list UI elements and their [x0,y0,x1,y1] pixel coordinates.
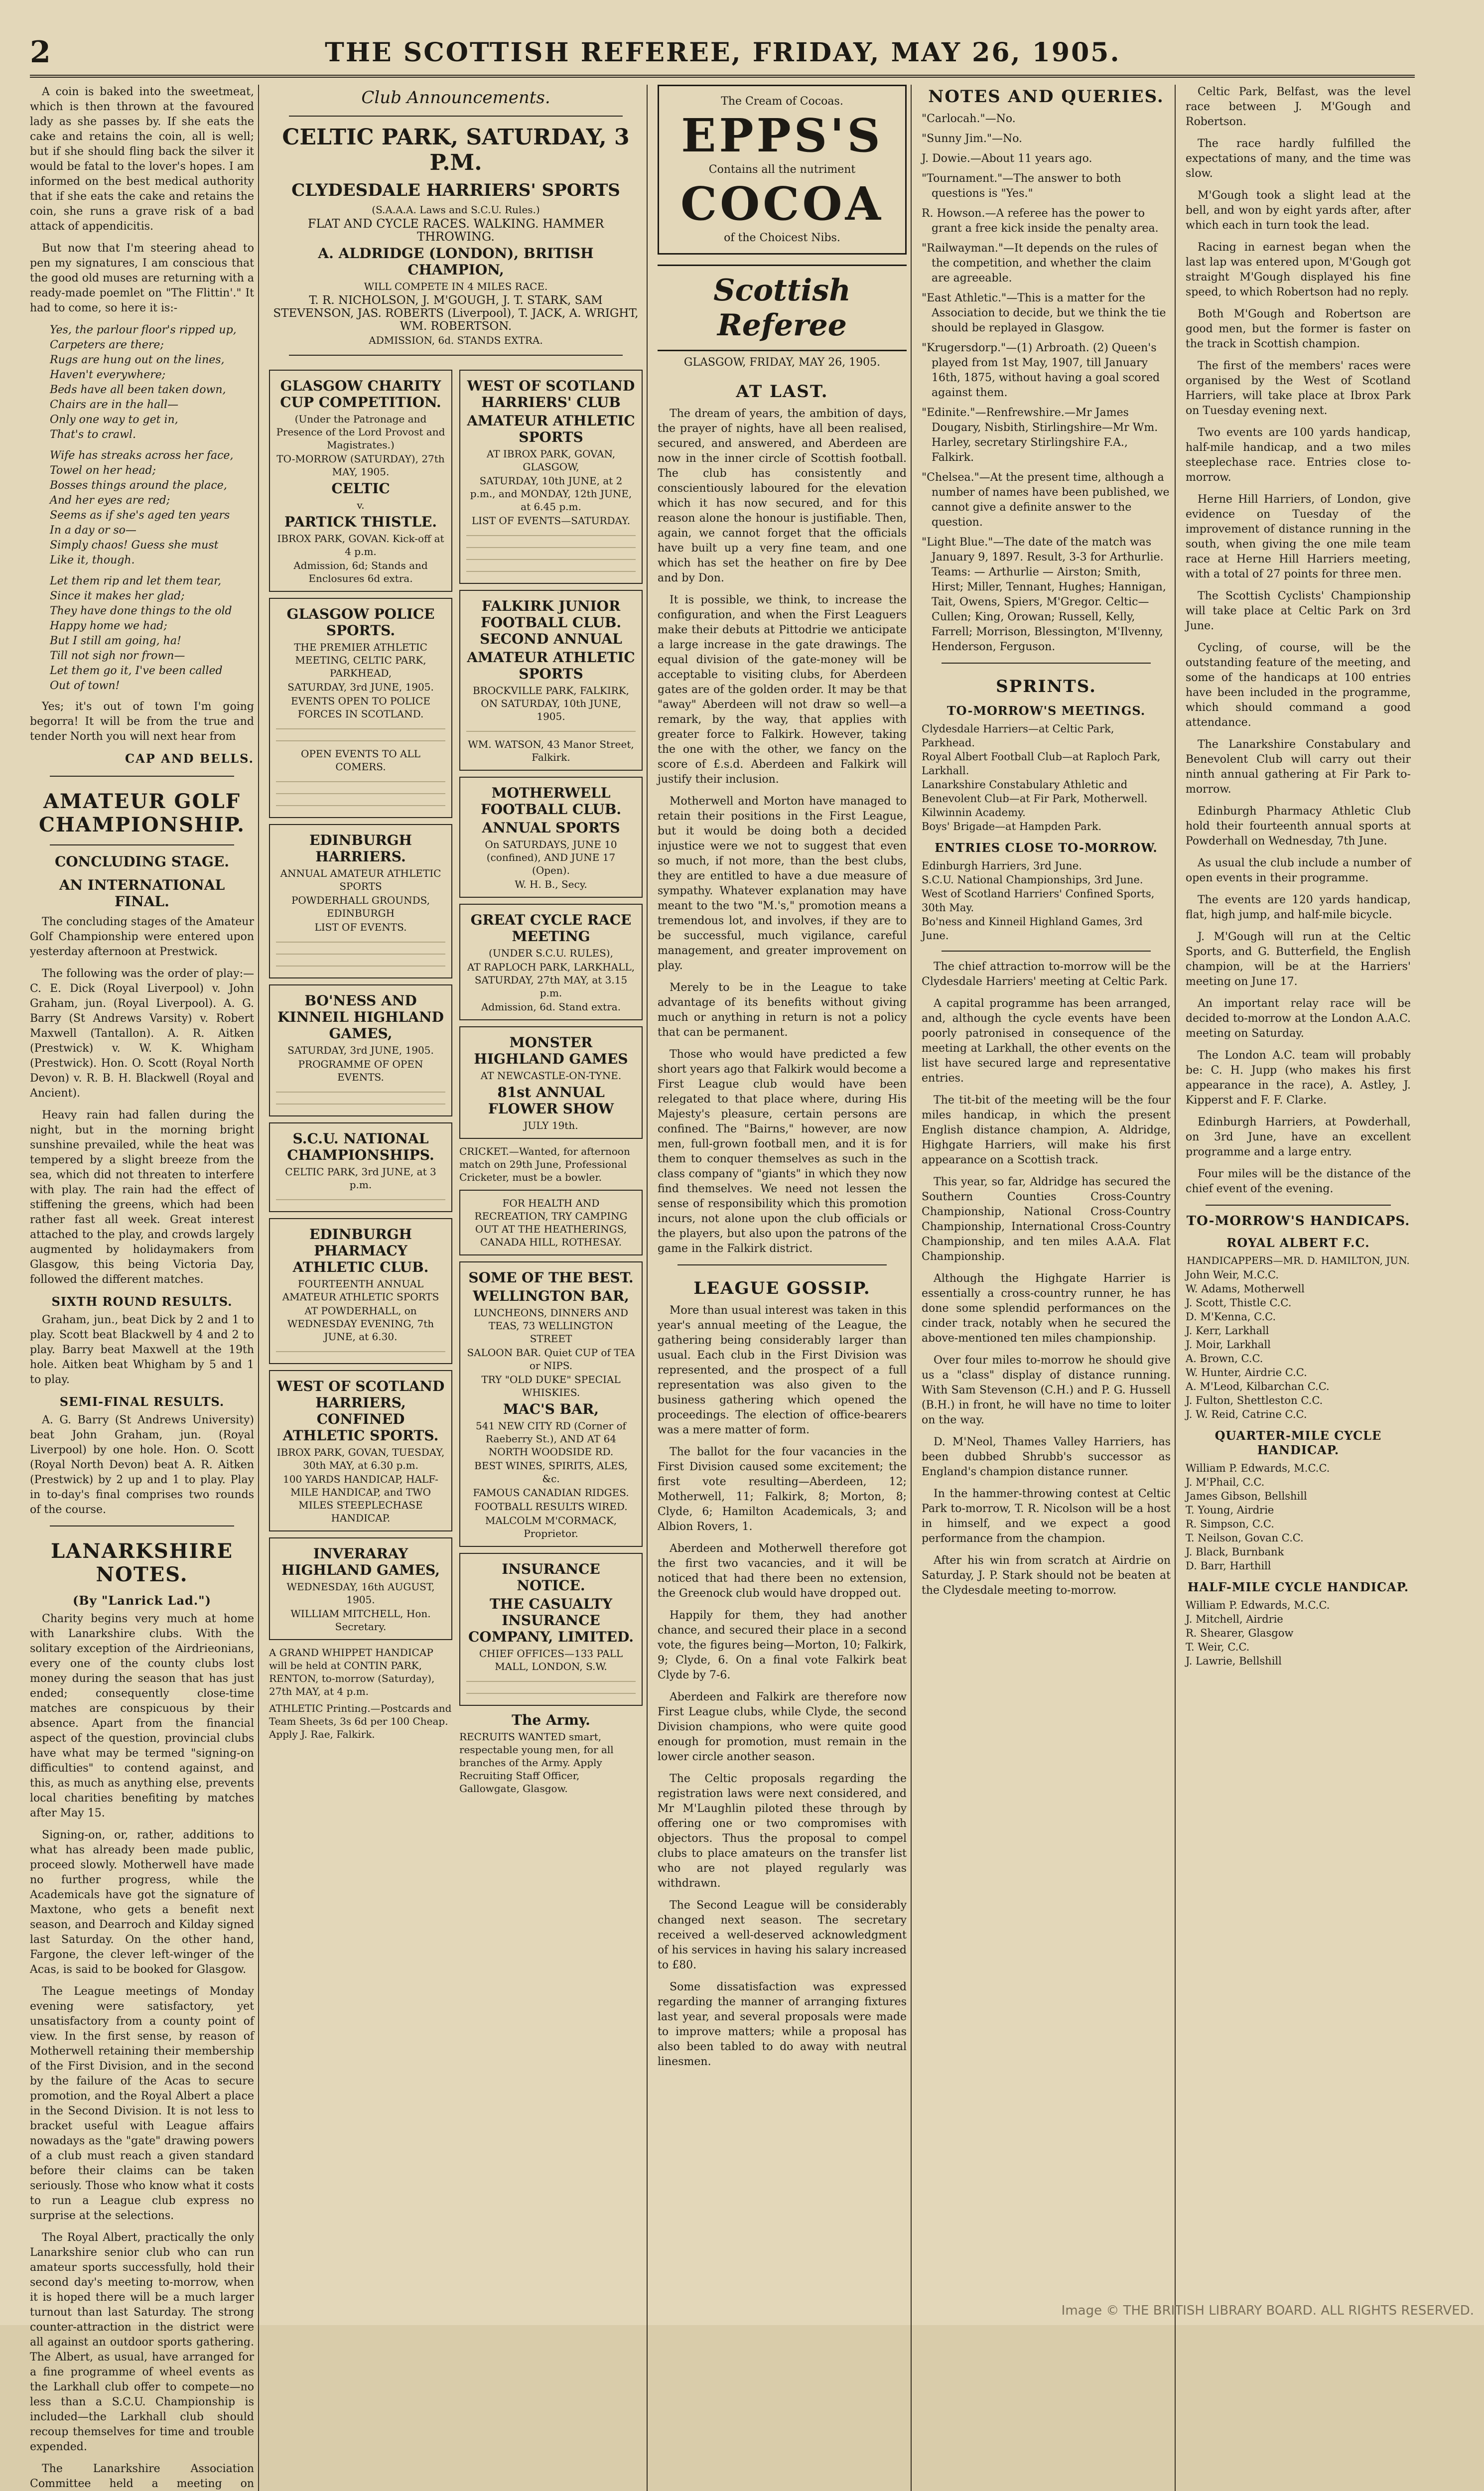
meetings-heading: TO-MORROW'S MEETINGS. [946,703,1146,718]
ad-title: CLYDESDALE HARRIERS' SPORTS [291,180,620,200]
poem-verse: Wife has streaks across her face, Towel on her head; Bosses things around the place, And her eyes are red; Seems as if she's aged ten years In a day or so— Simply chaos! Guess she must Like it, though. [50,449,234,566]
article-paragraph: In the hammer-throwing contest at Celtic Park to-morrow, T. R. Nicolson will be a host in himself, and we expect a good performance from the champion. [922,1488,1171,1545]
ad-line: FLAT AND CYCLE RACES. WALKING. HAMMER THROWING. [307,217,604,244]
handicaps-club: ROYAL ALBERT F.C. [1226,1236,1370,1250]
ad-text-lines [466,1688,636,1697]
article-paragraph: This year, so far, Aldridge has secured the Southern Counties Cross-Country Championship, National Cross-Country Championship, International Cross-Country Championship, and ten miles A.A.A. Flat Championship. [922,1176,1171,1263]
handicap-entry: R. Shearer, Glasgow [1186,1627,1294,1639]
article-paragraph: The Scottish Cyclists' Championship will take place at Celtic Park on 3rd June. [1186,590,1411,632]
epps-cocoa-ad [658,85,907,255]
ad-wos-harriers [459,370,643,584]
ad-charity-cup [269,370,452,592]
query-answer: "Tournament."—The answer to both questions is "Yes." [922,172,1121,200]
article-paragraph: It is possible, we think, to increase the configuration, and when the First Leaguers make their debuts at Pittodrie we anticipate a large increase in the gate drawings. The equal division of the gate-money will be acceptable to visiting clubs, for Aberdeen gates are of the golden order. It may be that "away" Aberdeen will not draw so well—a remark, by the way, that applies with greater force to Falkirk. However, taking the one with the other, we fancy on the score of £.s.d. Aberdeen and Falkirk will justify their inclusion. [658,594,907,786]
golf-subheading: AN INTERNATIONAL FINAL. [59,877,225,910]
announcement-grid [269,364,643,1796]
article-paragraph: The tit-bit of the meeting will be the four miles handicap, in which the present English distance champion, A. Aldridge, Highgate Harriers, will make his first appearance on a Scottish track. [922,1094,1171,1166]
ad-wos-confined [269,1370,452,1531]
dateline: GLASGOW, FRIDAY, MAY 26, 1905. [683,356,881,369]
ad-line: CELTIC PARK, 3rd JUNE, at 3 p.m. [285,1166,436,1191]
ad-line: MALCOLM M'CORMACK, Proprietor. [485,1515,617,1539]
article-paragraph: Merely to be in the League to take advantage of its benefits without giving much or anything in return is not a policy that can be permanent. [658,981,907,1039]
divider [289,355,623,356]
event-list-lines [276,776,445,785]
ad-team: PARTICK THISTLE. [284,514,437,530]
ad-title: A. ALDRIDGE (LONDON), BRITISH CHAMPION, [318,245,594,278]
article-paragraph: Herne Hill Harriers, of London, give evidence on Tuesday of the improvement of distance running in the south, when giving the one mile team race at Herne Hill Harriers meeting, with a total of 27 points for three men. [1186,493,1411,580]
ad-team: CELTIC [331,480,390,497]
article-paragraph: Both M'Gough and Robertson are good men, but the former is faster on the track in Scottish champion. [1186,308,1411,350]
article-paragraph: Happily for them, they had another chance, and secured their place in a second vote, the figures being—Morton, 10; Falkirk, 9; Clyde, 6. On a final vote Falkirk beat Clyde by 7-6. [658,1609,907,1681]
divider [677,1264,887,1265]
article-paragraph: Motherwell and Morton have managed to retain their positions in the First League, but it would be doing both a decided injustice were we not to suggest that even so much, if not more, than the best clubs, they are entitled to have a due measure of sympathy. Whatever explanation may have meant to the two "M.'s," promotion means a tremendous lot, and involves, if they are to be successful, much vigilance, careful management, and greater improvement on play. [658,795,907,972]
article-paragraph: A coin is baked into the sweetmeat, which is then thrown at the favoured lady as she passes by. If she eats the cake and retains the coin, all is well; but if she should fling back the silver it would be fatal to the lover's hopes. I am informed on the best medical authority that if she eats the cake and retains the coin, she runs a grave risk of a bad attack of appendicitis. [30,86,254,233]
ad-cycle-meeting [459,904,643,1020]
ad-title: GREAT CYCLE RACE MEETING [470,912,632,945]
ad-title: MONSTER HIGHLAND GAMES [474,1034,628,1067]
ad-line: TRY "OLD DUKE" SPECIAL WHISKIES. [481,1374,621,1398]
announcement-subcolumn-right [459,364,643,1796]
article-paragraph: Edinburgh Pharmacy Athletic Club hold their fourteenth annual sports at Powderhall on Wednesday, 7th June. [1186,805,1411,847]
entry-item: S.C.U. National Championships, 3rd June. [922,874,1143,886]
ad-pharmacy-sports [269,1218,452,1364]
ad-brand: EPPS'S [681,109,883,162]
ad-line: The Cream of Cocoas. [721,95,843,108]
meeting-item: Clydesdale Harriers—at Celtic Park, Parkhead. [922,723,1114,749]
article-paragraph: Graham, jun., beat Dick by 2 and 1 to play. Scott beat Blackwell by 4 and 2 to play. Barry beat Maxwell at the 19th hole. Aitken beat Whigham by 5 and 1 to play. [30,1314,254,1386]
article-paragraph: A. G. Barry (St Andrews University) beat John Graham, jun. (Royal Liverpool) by one hole. Hon. O. Scott (Royal North Devon) beat A. R. Aitken (Prestwick) by 2 up and 1 to play. Play in to-day's final comprises two rounds of the course. [30,1414,254,1516]
article-paragraph: An important relay race will be decided to-morrow at the London A.A.C. meeting on Saturday. [1186,997,1411,1040]
ad-line: WEDNESDAY, 16th AUGUST, 1905. [286,1581,435,1606]
ad-insurance [459,1553,643,1706]
entries-heading: ENTRIES CLOSE TO-MORROW. [935,840,1158,855]
golf-subheading: CONCLUDING STAGE. [54,853,229,870]
ad-title: GLASGOW POLICE SPORTS. [286,606,435,639]
event-list-lines [276,723,445,732]
ad-inveraray [269,1537,452,1640]
ad-line: (Under the Patronage and Presence of the Lord Provost and Magistrates.) [276,413,445,451]
ad-line: (UNDER S.C.U. RULES), [489,947,613,959]
article-paragraph: Celtic Park, Belfast, was the level race between J. M'Gough and Robertson. [1186,86,1411,128]
golf-heading: AMATEUR GOLF CHAMPIONSHIP. [39,790,245,836]
quarter-list [1186,1461,1411,1573]
ad-line: SATURDAY, 3rd JUNE, 1905. [287,1044,434,1056]
handicap-entry: William P. Edwards, M.C.C. [1186,1462,1330,1474]
ad-line: IBROX PARK, GOVAN, TUESDAY, 30th MAY, at 6.30 p.m. [276,1446,445,1471]
query-answer: "Edinite."—Renfrewshire.—Mr James Dougary, Nisbith, Stirlingshire—Mr Wm. Harley, secretary Stirlingshire F.A., Falkirk. [922,407,1158,464]
masthead-title: THE SCOTTISH REFEREE, FRIDAY, MAY 26, 1905. [325,37,1121,68]
ad-line: FOR HEALTH AND RECREATION, TRY CAMPING OUT AT THE HEATHERINGS, CANADA HILL, ROTHESAY. [474,1197,628,1248]
ad-title: The Army. [512,1712,590,1728]
divider [1206,1205,1391,1206]
column-2 [269,85,648,2491]
article-paragraph: Cycling, of course, will be the outstanding feature of the meeting, and some of the handicaps at 100 entries have been included in the programme, which should command a good attendance. [1186,642,1411,729]
article-paragraph: M'Gough took a slight lead at the bell, and won by eight yards after, after which each in turn took the lead. [1186,189,1411,232]
section-title: Club Announcements. [361,88,550,108]
ad-title: S.C.U. NATIONAL CHAMPIONSHIPS. [287,1130,434,1163]
article-paragraph: Aberdeen and Motherwell therefore got the first two vacancies, and it will be noticed that had there been no extension, the Greenock club would have dropped out. [658,1542,907,1600]
gossip-heading: LEAGUE GOSSIP. [693,1278,871,1298]
ad-title: MOTHERWELL FOOTBALL CLUB. [480,785,622,818]
handicap-entry: A. M'Leod, Kilbarchan C.C. [1186,1381,1330,1392]
ad-line: AT NEWCASTLE-ON-TYNE. [480,1070,622,1082]
divider [942,951,1151,952]
entries-list [922,859,1171,943]
query-answer: "East Athletic."—This is a matter for the Association to decide, but we think the tie should be replayed in Glasgow. [922,292,1166,334]
ad-line: of the Choicest Nibs. [724,232,840,244]
ad-health [459,1190,643,1255]
handicap-entry: J. M'Phail, C.C. [1186,1476,1265,1488]
column-4 [922,85,1176,2491]
event-list-lines [466,530,636,539]
article-paragraph: As usual the club include a number of open events in their programme. [1186,857,1411,884]
query-answer: R. Howson.—A referee has the power to grant a free kick inside the penalty area. [922,207,1159,235]
event-list-lines [276,1346,445,1355]
ad-line: On SATURDAYS, JUNE 10 (confined), AND JUNE 17 (Open). [485,838,617,876]
article-paragraph: Although the Highgate Harrier is essentially a cross-country runner, he has done some splendid performances on the cinder track, notably when he secured the above-mentioned ten miles championship. [922,1272,1171,1345]
ad-police-sports [269,598,452,818]
entry-item: Bo'ness and Kinneil Highland Games, 3rd June. [922,916,1143,942]
ad-title: AMATEUR ATHLETIC SPORTS [467,649,635,682]
handicap-entry: William P. Edwards, M.C.C. [1186,1599,1330,1611]
ad-bars [459,1261,643,1547]
meeting-item: Kilwinnin Academy. [922,807,1026,819]
ad-falkirk-sports [459,590,643,771]
ad-line: AT RAPLOCH PARK, LARKHALL, SATURDAY, 27th MAY, at 3.15 p.m. [467,961,635,999]
ad-line: LUNCHEONS, DINNERS AND TEAS, 73 WELLINGTON STREET [473,1307,629,1345]
meetings-list [922,722,1171,833]
article-paragraph: J. M'Gough will run at the Celtic Sports, and G. Butterfield, the English champion, will be at the Harriers' meeting on June 17. [1186,931,1411,988]
ad-title: SOME OF THE BEST. [468,1269,634,1286]
article-paragraph: The first of the members' races were organised by the West of Scotland Harriers, will take place at Ibrox Park on Tuesday evening next. [1186,360,1411,417]
ad-scu-championships [269,1122,452,1212]
article-paragraph: The race hardly fulfilled the expectations of many, and the time was slow. [1186,138,1411,180]
ad-line: FOURTEENTH ANNUAL AMATEUR ATHLETIC SPORTS [282,1278,439,1303]
ad-text-lines [466,1676,636,1685]
article-paragraph: The events are 120 yards handicap, flat, high jump, and half-mile bicycle. [1186,894,1411,921]
handicap-entry: James Gibson, Bellshill [1186,1490,1307,1502]
byline: (By "Lanrick Lad.") [72,1593,212,1608]
article-paragraph: After his win from scratch at Airdrie on Saturday, J. P. Stark should not be beaten at the Clydesdale meeting to-morrow. [922,1554,1171,1597]
entry-item: West of Scotland Harriers' Confined Sports, 30th May. [922,888,1155,914]
article-paragraph: The Second League will be considerably changed next season. The secretary received a well-deserved acknowledgment of his services in having his salary increased to £80. [658,1899,907,1971]
ad-line: v. [357,499,365,511]
ad-title: GLASGOW CHARITY CUP COMPETITION. [280,378,441,411]
query-answer: "Railwayman."—It depends on the rules of the competition, and whether the claim are agreeable. [922,242,1158,284]
article-paragraph: Heavy rain had fallen during the night, but in the morning bright sunshine prevailed, while the heat was tempered by a slight breeze from the sea, which did not threaten to interfere with play. The rain had the effect of stiffening the greens, which had been rather fast all week. Great interest attached to the play, and crowds largely augmented by holidaymakers from Glasgow, this being Victoria Day, followed the different matches. [30,1109,254,1286]
handicap-entry: J. Mitchell, Airdrie [1186,1613,1283,1625]
event-list-lines [466,554,636,563]
ad-line: EVENTS OPEN TO POLICE FORCES IN SCOTLAND. [291,695,430,720]
query-answer: "Light Blue."—The date of the match was January 9, 1897. Result, 3-3 for Arthurlie. Teams: — Arthurlie — Airston; Smith, Hirst; Miller, Tennant, Hughes; Hannigan, Tait, Owens, Spiers, M'Gregor. Celtic—Cullen; King, Orowan; Russell, Kelly, Farrell; Morrison, Blessington, M'Ilvenny, Henderson, Ferguson. [922,536,1166,653]
ad-title: WEST OF SCOTLAND HARRIERS' CLUB [467,378,635,411]
article-paragraph: The Lanarkshire Constabulary and Benevolent Club will carry out their ninth annual gathering at Fir Park to-morrow. [1186,738,1411,796]
event-list-lines [276,949,445,958]
newspaper-nameplate: Scottish Referee [658,265,907,351]
event-list-lines [276,1194,445,1203]
ad-line: FAMOUS CANADIAN RIDGES. [473,1487,629,1499]
poem-verse: Let them rip and let them tear, Since it makes her glad; They have done things to the old Happy home we had; But I still am going, ha! Till not sigh nor frown— Let them go it, I've been called Out of town! [50,575,232,692]
signature: CAP AND BELLS. [125,751,254,766]
ad-line: LIST OF EVENTS—SATURDAY. [471,515,631,527]
ad-line: Admission, 6d; Stands and Enclosures 6d extra. [293,559,428,584]
divider [50,776,234,777]
ad-line: TO-MORROW (SATURDAY), 27th MAY, 1905. [276,453,445,478]
article-paragraph: The Celtic proposals regarding the registration laws were next considered, and Mr M'Laughlin piloted these through by offering one or two compromises with objectors. Thus the proposal to compel clubs to place amateurs on the transfer list who are not played regularly was withdrawn. [658,1773,907,1890]
article-paragraph: Signing-on, or, rather, additions to what has already been made public, proceed slowly. Motherwell have made no further progress, while the Academicals have got the signature of Maxtone, who gets a benefit next season, and Dearroch and Kilday signed last Saturday. On the other hand, Fargone, the clever left-winger of the Acas, is said to be booked for Glasgow. [30,1829,254,1976]
ad-title: INVERARAY HIGHLAND GAMES, [281,1545,440,1578]
lanark-heading: LANARKSHIRE NOTES. [51,1539,233,1586]
ad-army: RECRUITS WANTED smart, respectable young men, for all branches of the Army. Apply Recruiting Staff Officer, Gallowgate, Glasgow. [459,1731,614,1795]
handicap-entry: R. Simpson, C.C. [1186,1518,1274,1530]
article-paragraph: The Lanarkshire Association Committee held a meeting on [30,2463,254,2490]
ad-title: BO'NESS AND KINNEIL HIGHLAND GAMES, [277,992,444,1042]
ad-line: BROCKVILLE PARK, FALKIRK, ON SATURDAY, 10th JUNE, 1905. [472,685,630,722]
leader-heading: AT LAST. [736,382,828,402]
ad-motherwell [459,777,643,898]
article-paragraph: Those who would have predicted a few short years ago that Falkirk would become a First League club would have been relegated to that place where, during His Majesty's pleasure, certain persons are confined. The "Bairns," however, are now men, full-grown football men, and it is for them to conquer themselves as such in the class company of "giants" in which they now find themselves. We need not lessen the sense of responsibility which this promotion incurs, not alone upon the club officials or the players, but also upon the patrons of the game in the Falkirk district. [658,1048,907,1255]
ad-line: CHIEF OFFICES—133 PALL MALL, LONDON, S.W. [479,1648,623,1672]
handicap-entry: A. Brown, C.C. [1186,1353,1263,1365]
results-heading: SIXTH ROUND RESULTS. [51,1294,233,1309]
notes-heading: NOTES AND QUERIES. [928,87,1164,107]
event-list-lines [276,1087,445,1096]
ad-line: WILL COMPETE IN 4 MILES RACE. [364,280,548,292]
article-paragraph: Racing in earnest began when the last lap was entered upon, M'Gough got straight M'Gough displayed his fine speed, to which Robertson had no reply. [1186,241,1411,298]
image-credit: Image © THE BRITISH LIBRARY BOARD. ALL RIGHTS RESERVED. [1061,2303,1474,2318]
entry-item: Edinburgh Harriers, 3rd June. [922,860,1082,872]
meeting-item: Lanarkshire Constabulary Athletic and Benevolent Club—at Fir Park, Motherwell. [922,779,1148,805]
event-list-lines [276,961,445,969]
article-paragraph: Four miles will be the distance of the chief event of the evening. [1186,1168,1411,1195]
divider [942,663,1151,664]
column-5 [1186,85,1415,2491]
ad-heading: CELTIC PARK, SATURDAY, 3 P.M. [282,125,630,175]
ad-line: SALOON BAR. Quiet CUP of TEA or NIPS. [467,1347,635,1372]
ad-line: SATURDAY, 10th JUNE, at 2 p.m., and MONDAY, 12th JUNE, at 6.45 p.m. [470,475,632,513]
query-answer: "Carlocah."—No. [922,113,1016,125]
ad-line: JULY 19th. [524,1119,578,1131]
query-answer: "Krugersdorp."—(1) Arbroath. (2) Queen's played from 1st May, 1907, till January 16th, 1875, without having a goal scored against them. [922,342,1160,399]
article-paragraph: The concluding stages of the Amateur Golf Championship were entered upon yesterday afternoon at Prestwick. [30,916,254,958]
divider [50,844,234,845]
handicaps-heading: TO-MORROW'S HANDICAPS. [1186,1214,1410,1229]
meeting-item: Boys' Brigade—at Hampden Park. [922,821,1102,832]
handicap-entry: T. Young, Airdrie [1186,1504,1274,1516]
ad-line: W. H. B., Secy. [515,878,587,890]
handicap-entry: J. Kerr, Larkhall [1186,1325,1269,1337]
ad-title: ANNUAL SPORTS [482,820,620,836]
ad-line: AT POWDERHALL, on WEDNESDAY EVENING, 7th JUNE, at 6.30. [287,1305,434,1343]
article-paragraph: The dream of years, the ambition of days, the prayer of nights, have all been realised, secured, and answered, and Aberdeen are now in the inner circle of Scottish football. The club has consistently and conscientiously laboured for the elevation which it has now secured, and for this reason alone the honour is justifiable. Then, again, we cannot forget that the officials have built up a very fine team, and one which has set the heather on fire by Dee and by Don. [658,408,907,584]
article-paragraph: Over four miles to-morrow he should give us a "class" display of distance running. With Sam Stevenson (C.H.) and P. G. Hussell (B.H.) in front, he will have no time to loiter on the way. [922,1354,1171,1426]
ad-title: MAC'S BAR, [503,1401,599,1417]
ad-line: T. R. NICHOLSON, J. M'GOUGH, J. T. STARK, SAM STEVENSON, JAS. ROBERTS (Liverpool), T. JACK, A. WRIGHT, WM. ROBERTSON. [273,294,639,333]
article-paragraph: The ballot for the four vacancies in the First Division caused some excitement; the first vote resulting—Aberdeen, 12; Motherwell, 11; Falkirk, 8; Morton, 8; Clyde, 6; Hamilton Academicals, 3; and Albion Rovers, 1. [658,1446,907,1533]
handicap-entry: J. Lawrie, Bellshill [1186,1655,1282,1667]
ad-line: ANNUAL AMATEUR ATHLETIC SPORTS [280,867,441,892]
article-paragraph: The Royal Albert, practically the only Lanarkshire senior club who can run amateur sports successfully, hold their second day's meeting to-morrow, when it is hoped there will be a much larger turnout than last Saturday. The strong counter-attraction in the district were all against an outdoor sports gathering. The Albert, as usual, have arranged for a fine programme of wheel events as the Larkhall club offer to compete—no less than a S.C.U. Championship is included—the Larkhall club should recoup themselves for time and trouble expended. [30,2231,254,2453]
article-paragraph: The League meetings of Monday evening were satisfactory, yet unsatisfactory from a county point of view. In the first sense, by reason of Motherwell retaining their membership of the First Division, and in the second by the failure of the Acas to secure promotion, and the Royal Albert a place in the Second Division. It is not less to bracket useful with League affairs nowadays as the "gate" drawing powers of a club must reach a given standard before their claims can be taken seriously. Those who know what it costs to run a League club express no surprise at the selections. [30,1985,254,2222]
event-list-lines [276,1099,445,1107]
ad-title: AMATEUR ATHLETIC SPORTS [467,413,635,445]
halfmile-heading: HALF-MILE CYCLE HANDICAP. [1187,1580,1409,1594]
ad-line: ADMISSION, 6d. STANDS EXTRA. [369,334,543,346]
ad-title: INSURANCE NOTICE. [502,1561,600,1594]
article-paragraph: The London A.C. team will probably be: C. H. Jupp (who makes his first appearance in the race), A. Astley, J. Kipperst and F. F. Clarke. [1186,1049,1411,1107]
article-paragraph: Charity begins very much at home with Lanarkshire clubs. With the solitary exception of the Airdrieonians, every one of the county clubs lost money during the season that has just ended; consequently close-time matches are conspicuous by their absence. Apart from the financial aspect of the question, provincial clubs have what may be termed "signing-on difficulties" to contend against, and this, as much as anything else, prevents local charities benefiting by matches after May 15. [30,1613,254,1819]
announcement-subcolumn-left [269,364,452,1796]
ad-title: FALKIRK JUNIOR FOOTBALL CLUB. SECOND ANNUAL [480,598,622,647]
article-paragraph: D. M'Neol, Thames Valley Harriers, has been dubbed Shrubb's successor as England's champion distance runner. [922,1436,1171,1478]
article-paragraph: Two events are 100 yards handicap, half-mile handicap, and a two miles steeplechase race. Entries close to-morrow. [1186,426,1411,484]
handicap-entry: J. W. Reid, Catrine C.C. [1186,1408,1307,1420]
handicap-entry: D. M'Kenna, C.C. [1186,1311,1276,1323]
ad-whippet: A GRAND WHIPPET HANDICAP will be held at CONTIN PARK, RENTON, to-morrow (Saturday), 27th MAY, at 4 p.m. [269,1647,435,1697]
ad-cricket: CRICKET.—Wanted, for afternoon match on 29th June, Professional Cricketer, must be a bowler. [459,1145,630,1183]
handicap-entry: John Weir, M.C.C. [1186,1269,1279,1281]
article-paragraph: Yes; it's out of town I'm going begorra! It will be from the true and tender North you will next hear from [30,700,254,743]
ad-boness-games [269,984,452,1116]
query-answer: "Chelsea."—At the present time, although a number of names have been published, we cannot give a definite answer to the question. [922,471,1170,529]
ad-line: BEST WINES, SPIRITS, ALES, &c. [474,1460,628,1485]
event-list-lines [276,735,445,744]
handicap-entry: J. Moir, Larkhall [1186,1339,1271,1351]
ad-line: AT IBROX PARK, GOVAN, GLASGOW, [486,448,616,473]
article-paragraph: A capital programme has been arranged, and, although the cycle events have been poorly patronised in consequence of the meeting at Larkhall, the other events on the list have secured large and representative entries. [922,997,1171,1085]
handicapper-line: HANDICAPPERS—MR. D. HAMILTON, JUN. [1187,1254,1410,1266]
event-list-lines [276,800,445,809]
masthead [30,30,1415,78]
page-number: 2 [30,35,51,70]
article-paragraph: Aberdeen and Falkirk are therefore now First League clubs, while Clyde, the second Division champions, who were quite good enough for promotion, must remain in the lower circle another season. [658,1691,907,1763]
ad-line: WILLIAM MITCHELL, Hon. Secretary. [290,1608,431,1633]
query-answer: "Sunny Jim."—No. [922,133,1023,145]
handicap-entry: W. Adams, Motherwell [1186,1283,1305,1295]
divider [289,116,623,117]
column-1 [30,85,259,2491]
poem-verse: Yes, the parlour floor's ripped up, Carpeters are there; Rugs are hung out on the lines, Haven't everywhere; Beds have all been taken down, Chairs are in the hall— Only one way to get in, That's to crawl. [50,324,237,441]
article-paragraph: Edinburgh Harriers, at Powderhall, on 3rd June, have an excellent programme and a large entry. [1186,1116,1411,1158]
ad-line: POWDERHALL GROUNDS, EDINBURGH [291,894,430,919]
ad-printing: ATHLETIC Printing.—Postcards and Team Sheets, 3s 6d per 100 Cheap. Apply J. Rae, Falkirk. [269,1702,452,1740]
event-list-lines [276,937,445,946]
ad-title: WEST OF SCOTLAND HARRIERS, CONFINED ATHLETIC SPORTS. [276,1378,445,1444]
ad-line: IBROX PARK, GOVAN. Kick-off at 4 p.m. [277,533,444,557]
article-paragraph: More than usual interest was taken in this year's annual meeting of the League, the gathering being considerably larger than usual. Each club in the First Division was represented, and the prospect of a full representation was also given to the business gathering which opened the proceedings. The election of office-bearers was a mere matter of form. [658,1304,907,1436]
article-paragraph: The following was the order of play:— C. E. Dick (Royal Liverpool) v. John Graham, jun. (Royal Liverpool). A. G. Barry (St Andrews Varsity) v. Robert Maxwell (Tantallon). A. R. Aitken (Prestwick) v. W. K. Whigham (Prestwick). Hon. O. Scott (Royal North Devon) v. R. B. H. Blackwell (Royal and Ancient). [30,968,254,1100]
halfmile-list [1186,1598,1411,1668]
ad-title: 81st ANNUAL FLOWER SHOW [488,1084,614,1117]
quarter-heading: QUARTER-MILE CYCLE HANDICAP. [1214,1428,1382,1457]
handicap-entry: D. Barr, Harthill [1186,1560,1271,1572]
event-list-lines [466,566,636,575]
notes-list [922,112,1171,655]
sprints-heading: SPRINTS. [996,677,1096,696]
ad-line: Contains all the nutriment [708,163,856,176]
ad-line: (S.A.A.A. Laws and S.C.U. Rules.) [372,204,540,216]
event-list-lines [276,788,445,797]
ad-line: 100 YARDS HANDICAP, HALF-MILE HANDICAP, and TWO MILES STEEPLECHASE HANDICAP. [283,1473,438,1524]
meeting-item: Royal Albert Football Club—at Raploch Park, Larkhall. [922,751,1161,777]
query-answer: J. Dowie.—About 11 years ago. [922,152,1092,165]
ad-line: FOOTBALL RESULTS WIRED. [474,1501,628,1513]
ad-line: OPEN EVENTS TO ALL COMERS. [301,748,420,773]
ad-line: THE PREMIER ATHLETIC MEETING, CELTIC PARK, PARKHEAD, [294,641,427,679]
handicap-entry: J. Fulton, Shettleston C.C. [1186,1394,1323,1406]
event-list-lines [466,542,636,551]
ad-line: 541 NEW CITY RD (Corner of Raeberry St.), AND AT 64 NORTH WOODSIDE RD. [476,1420,626,1458]
column-3 [658,85,912,2491]
ad-title: EDINBURGH HARRIERS. [309,832,412,865]
handicap-entry: J. Scott, Thistle C.C. [1186,1297,1292,1309]
article-paragraph: But now that I'm steering ahead to pen my signatures, I am conscious that the good old muses are returning with a ready-made poemlet on "The Flittin'." It had to come, so here it is:- [30,242,254,314]
ad-title: EDINBURGH PHARMACY ATHLETIC CLUB. [292,1226,429,1275]
ad-title: WELLINGTON BAR, [473,1288,629,1304]
ad-monster-games [459,1026,643,1139]
ad-line: SATURDAY, 3rd JUNE, 1905. [287,681,434,693]
handicap-entry: T. Weir, C.C. [1186,1641,1250,1653]
handicap-entry: W. Hunter, Airdrie C.C. [1186,1367,1307,1379]
handicap-entry: T. Neilson, Govan C.C. [1186,1532,1304,1544]
article-paragraph: Some dissatisfaction was expressed regarding the manner of arranging fixtures last year, and several proposals were made to improve matters; while a proposal has also been tabled to do away with neutral linesmen. [658,1981,907,2068]
ad-line: PROGRAMME OF OPEN EVENTS. [298,1058,423,1083]
ad-edinburgh-harriers [269,824,452,978]
ad-line: WM. WATSON, 43 Manor Street, Falkirk. [468,738,634,763]
ad-title: THE CASUALTY INSURANCE COMPANY, LIMITED. [468,1596,634,1645]
event-list-lines [466,726,636,735]
article-paragraph: The chief attraction to-morrow will be the Clydesdale Harriers' meeting at Celtic Park. [922,961,1171,988]
divider [50,1525,234,1526]
handicap-list [1186,1268,1411,1421]
results-heading: SEMI-FINAL RESULTS. [59,1394,225,1409]
ad-brand: COCOA [680,177,884,231]
ad-line: LIST OF EVENTS. [314,921,407,933]
ad-line: Admission, 6d. Stand extra. [481,1001,621,1013]
handicap-entry: J. Black, Burnbank [1186,1546,1284,1558]
